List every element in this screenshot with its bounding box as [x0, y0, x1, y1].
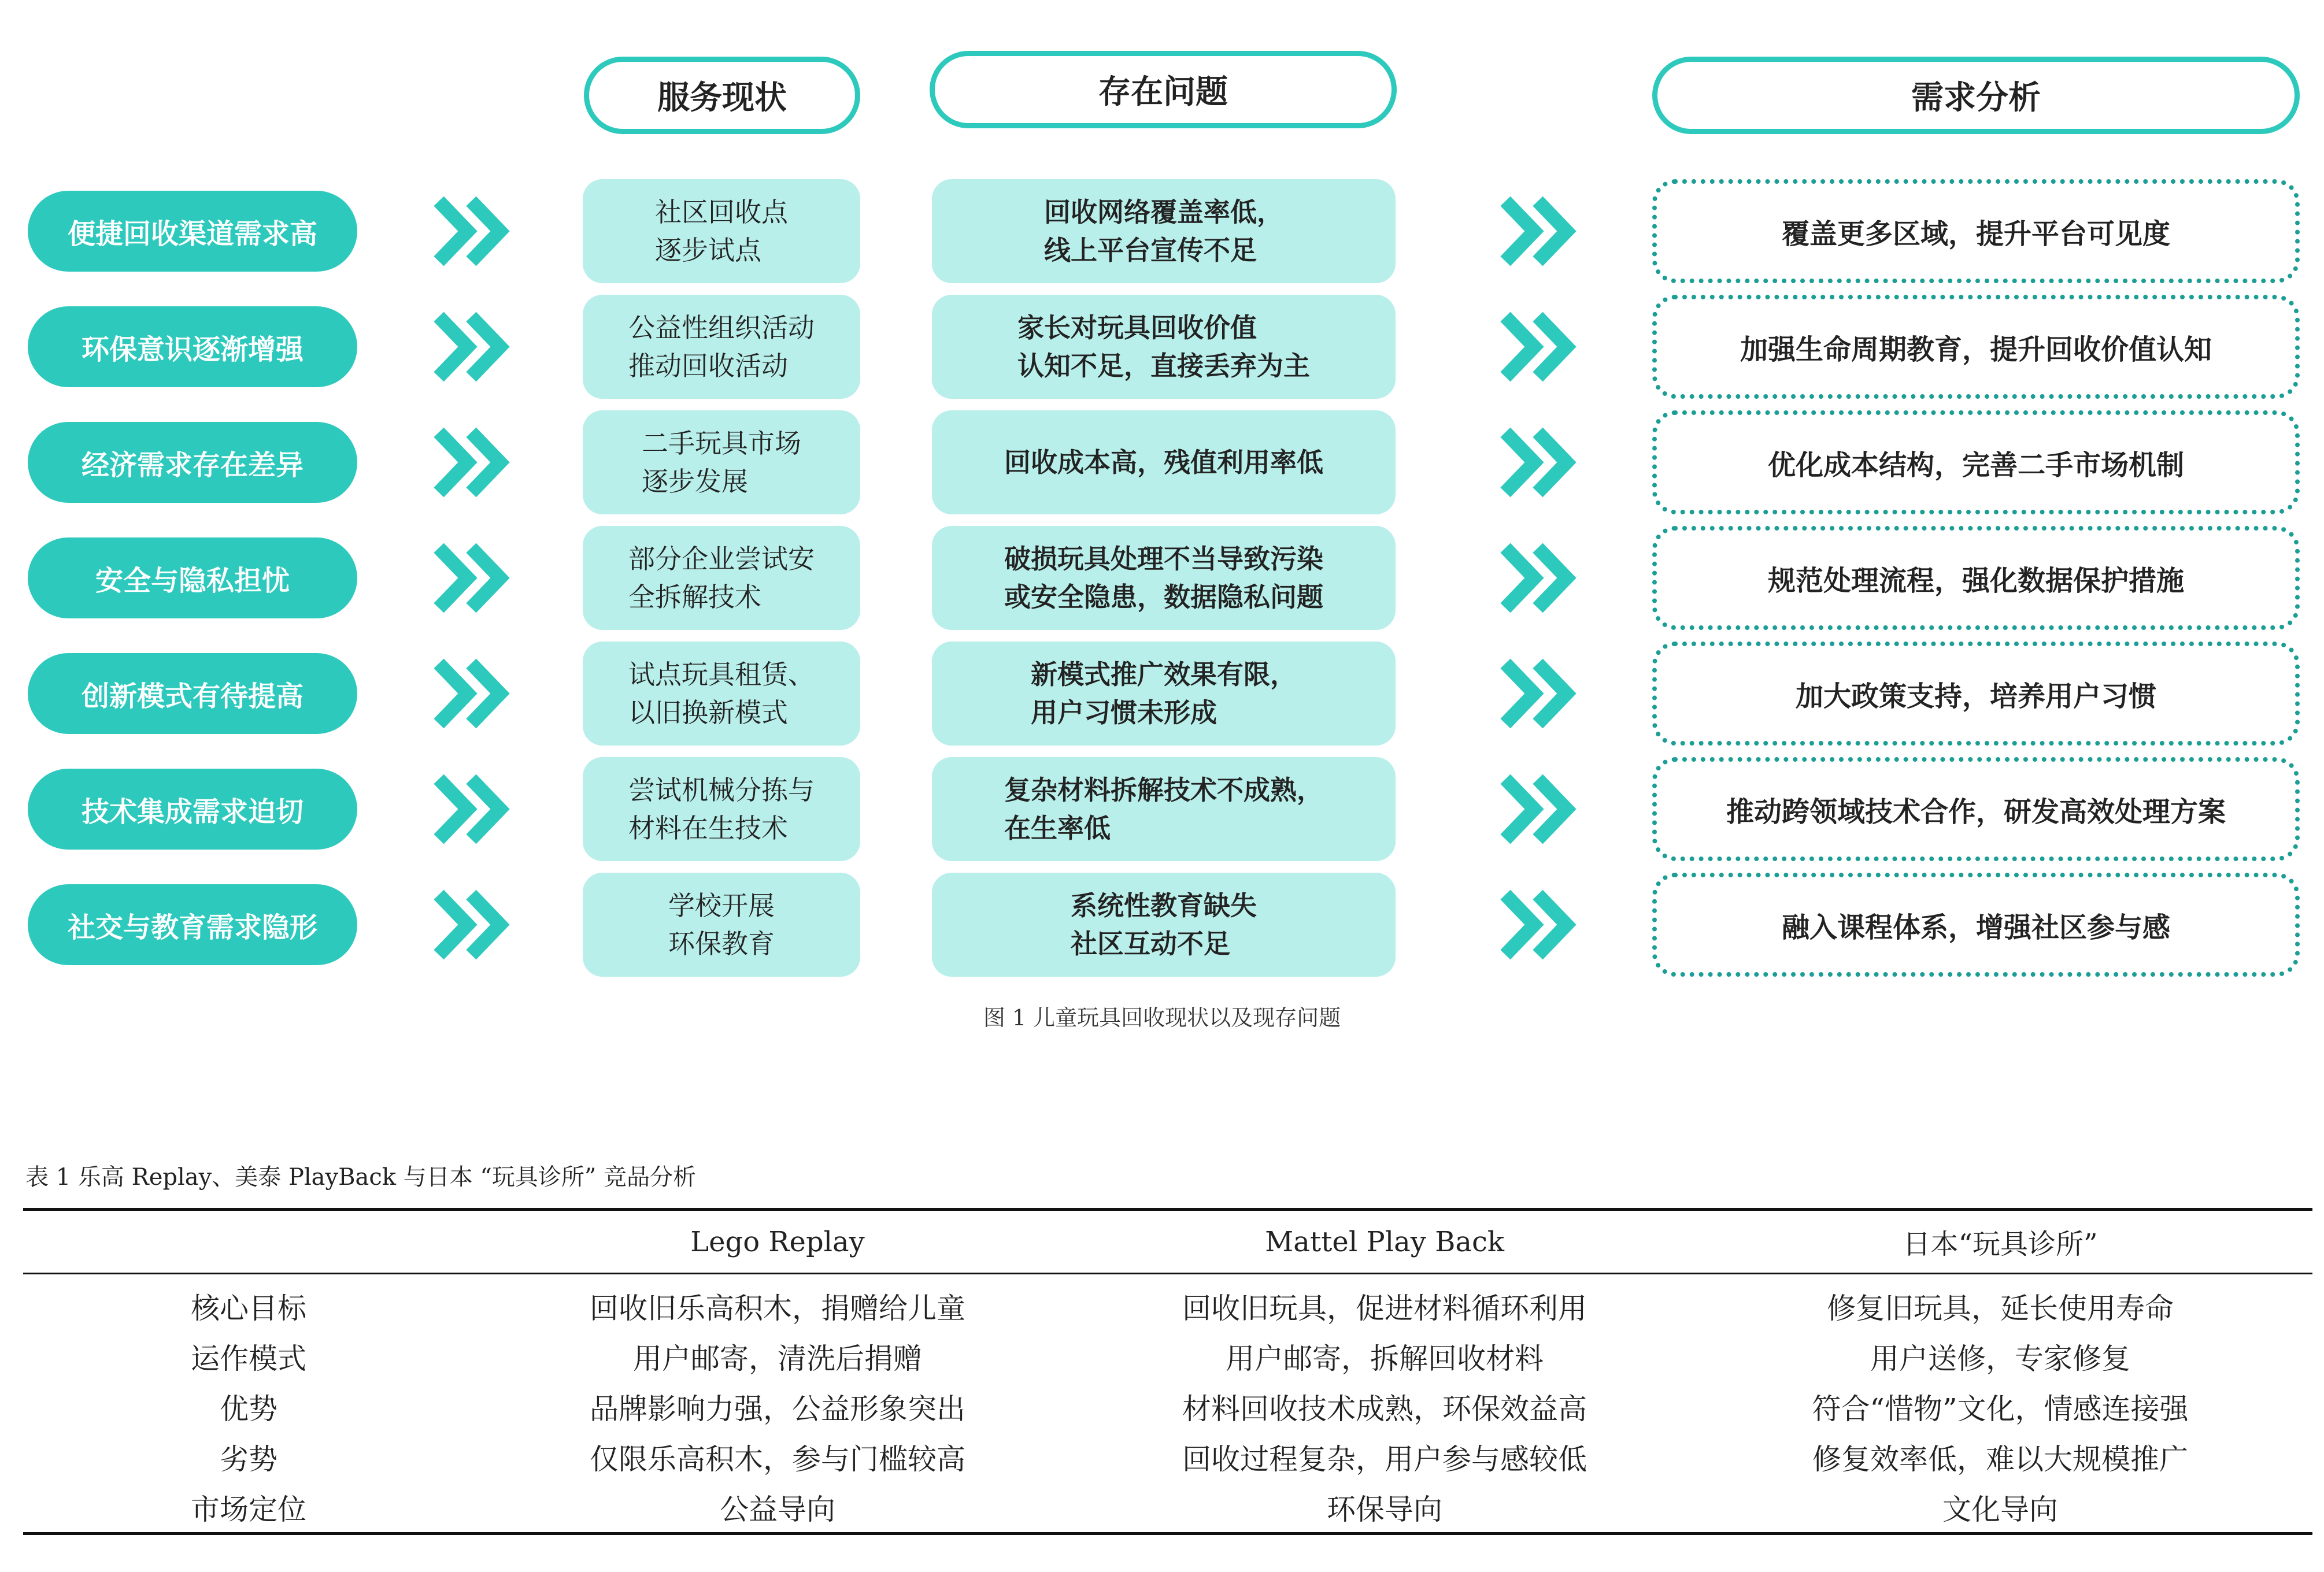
- need-box: 融入课程体系，增强社区参与感: [1652, 873, 2300, 977]
- double-chevron-right-icon: [431, 884, 512, 965]
- driver-pill: 创新模式有待提高: [28, 653, 357, 734]
- status-box: 部分企业尝试安 全拆解技术: [583, 526, 860, 630]
- header-problem: 存在问题: [930, 51, 1397, 128]
- problem-box: 家长对玩具回收价值 认知不足，直接丢弃为主: [932, 295, 1396, 399]
- double-chevron-right-icon: [431, 422, 512, 503]
- table-cell: 品牌影响力强，公益形象突出: [590, 1392, 965, 1426]
- double-chevron-right-icon: [1497, 306, 1578, 387]
- table-row: [23, 1432, 2312, 1482]
- problem-box: 系统性教育缺失 社区互动不足: [932, 873, 1396, 977]
- driver-pill: 社交与教育需求隐形: [28, 884, 357, 965]
- table-cell: 核心目标: [191, 1291, 306, 1325]
- table-header-cell: 日本“玩具诊所”: [1688, 1210, 2312, 1274]
- header-status: 服务现状: [584, 57, 860, 134]
- header-need: 需求分析: [1652, 57, 2300, 134]
- table-cell: 文化导向: [1688, 1482, 2312, 1534]
- double-chevron-right-icon: [431, 191, 512, 272]
- diagram-row: [0, 873, 2324, 977]
- problem-box: 复杂材料拆解技术不成熟， 在生率低: [932, 757, 1396, 861]
- driver-pill: 环保意识逐渐增强: [28, 306, 357, 387]
- diagram-row: [0, 642, 2324, 746]
- double-chevron-right-icon: [1497, 191, 1578, 272]
- diagram-row: [0, 179, 2324, 283]
- double-chevron-right-icon: [431, 306, 512, 387]
- need-box: 规范处理流程，强化数据保护措施: [1652, 526, 2300, 630]
- table-cell: 材料回收技术成熟，环保效益高: [1182, 1392, 1587, 1426]
- need-box: 覆盖更多区域，提升平台可见度: [1652, 179, 2300, 283]
- driver-pill: 技术集成需求迫切: [28, 769, 357, 850]
- table-cell: 回收过程复杂，用户参与感较低: [1182, 1442, 1587, 1476]
- driver-pill: 安全与隐私担忧: [28, 537, 357, 618]
- table-header-cell: [23, 1210, 474, 1274]
- table-cell: 仅限乐高积木，参与门槛较高: [590, 1442, 965, 1476]
- table-cell: 修复效率低，难以大规模推广: [1812, 1442, 2188, 1476]
- double-chevron-right-icon: [1497, 653, 1578, 734]
- table-cell: 回收旧乐高积木，捐赠给儿童: [590, 1291, 965, 1325]
- need-box: 推动跨领域技术合作，研发高效处理方案: [1652, 757, 2300, 861]
- table-header-cell: Mattel Play Back: [1081, 1210, 1688, 1274]
- status-box: 公益性组织活动 推动回收活动: [583, 295, 860, 399]
- table-cell: 修复旧玩具，延长使用寿命: [1827, 1291, 2174, 1325]
- table-cell: 回收旧玩具，促进材料循环利用: [1182, 1291, 1587, 1325]
- table-caption: 表 1 乐高 Replay、美泰 PlayBack 与日本 “玩具诊所” 竞品分析: [25, 1164, 697, 1191]
- table-row: [23, 1381, 2312, 1432]
- driver-pill: 便捷回收渠道需求高: [28, 191, 357, 272]
- problem-box: 回收网络覆盖率低， 线上平台宣传不足: [932, 179, 1396, 283]
- need-box: 加大政策支持，培养用户习惯: [1652, 642, 2300, 746]
- table-cell: 用户送修，专家修复: [1870, 1341, 2130, 1375]
- figure-caption: 图 1 儿童玩具回收现状以及现存问题: [983, 1005, 1341, 1030]
- double-chevron-right-icon: [431, 769, 512, 850]
- table-row: [23, 1274, 2312, 1332]
- status-box: 学校开展 环保教育: [583, 873, 860, 977]
- table-row: [23, 1482, 2312, 1534]
- problem-box: 回收成本高，残值利用率低: [932, 410, 1396, 514]
- driver-pill: 经济需求存在差异: [28, 422, 357, 503]
- status-box: 二手玩具市场 逐步发展: [583, 410, 860, 514]
- double-chevron-right-icon: [1497, 769, 1578, 850]
- double-chevron-right-icon: [431, 537, 512, 618]
- double-chevron-right-icon: [1497, 884, 1578, 965]
- need-box: 优化成本结构，完善二手市场机制: [1652, 410, 2300, 514]
- double-chevron-right-icon: [1497, 422, 1578, 503]
- comparison-table: [23, 1208, 2312, 1535]
- status-box: 试点玩具租赁、 以旧换新模式: [583, 642, 860, 746]
- status-box: 尝试机械分拣与 材料在生技术: [583, 757, 860, 861]
- diagram-row: [0, 526, 2324, 630]
- table-cell: 环保导向: [1081, 1482, 1688, 1534]
- double-chevron-right-icon: [431, 653, 512, 734]
- status-box: 社区回收点 逐步试点: [583, 179, 860, 283]
- table-cell: 公益导向: [474, 1482, 1081, 1534]
- problem-box: 新模式推广效果有限， 用户习惯未形成: [932, 642, 1396, 746]
- table-header-cell: Lego Replay: [474, 1210, 1081, 1274]
- table-row: [23, 1331, 2312, 1381]
- table-cell: 运作模式: [191, 1341, 306, 1375]
- double-chevron-right-icon: [1497, 537, 1578, 618]
- table-cell: 用户邮寄，清洗后捐赠: [633, 1341, 922, 1375]
- table-cell: 劣势: [220, 1442, 277, 1476]
- diagram-row: [0, 295, 2324, 399]
- table-cell: 符合“惜物”文化，情感连接强: [1812, 1392, 2189, 1426]
- table-header-row: [23, 1210, 2312, 1274]
- table-cell: 用户邮寄，拆解回收材料: [1226, 1341, 1544, 1375]
- need-box: 加强生命周期教育，提升回收价值认知: [1652, 295, 2300, 399]
- diagram-row: [0, 757, 2324, 861]
- problem-box: 破损玩具处理不当导致污染 或安全隐患，数据隐私问题: [932, 526, 1396, 630]
- table-cell: 优势: [220, 1392, 277, 1426]
- table-cell: 市场定位: [23, 1482, 474, 1534]
- diagram-row: [0, 410, 2324, 514]
